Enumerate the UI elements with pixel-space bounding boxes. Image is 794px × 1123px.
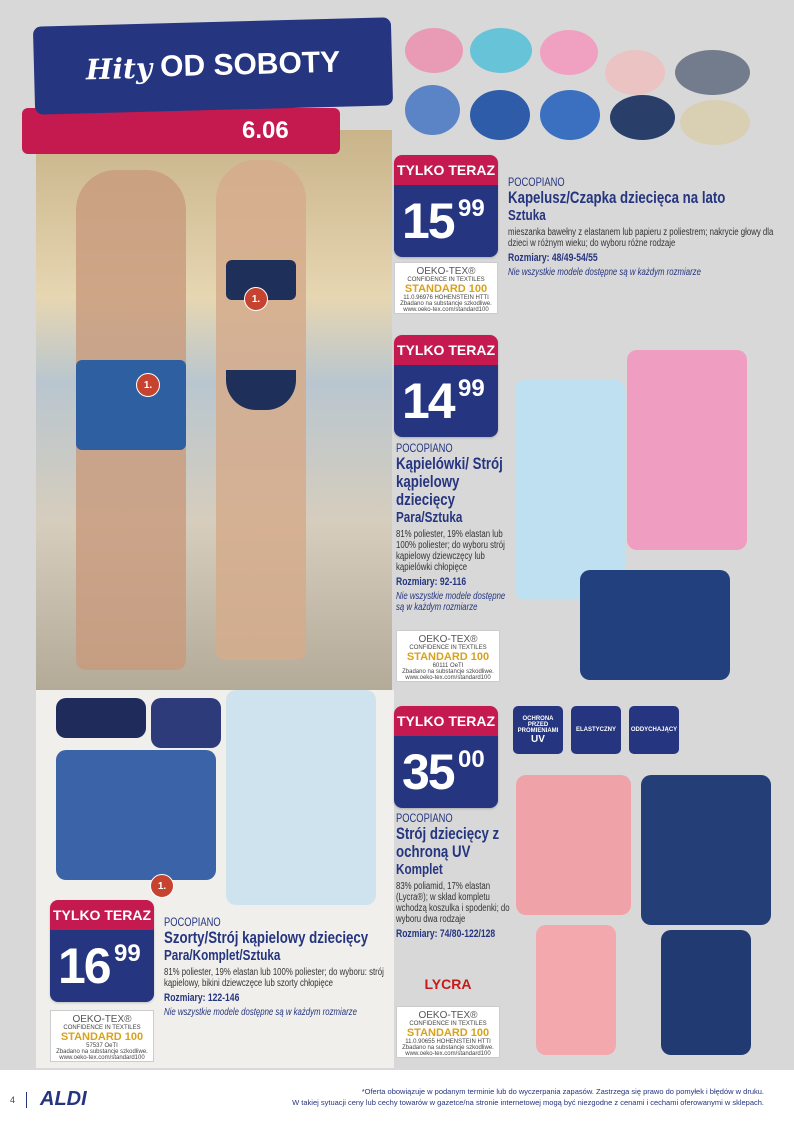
availability-note: Nie wszystkie modele dostępne są w każdym rozmiarze [396,591,506,613]
offer-swimwear-info [396,442,513,613]
oeko-line2: www.oeko-tex.com/standard100 [405,675,491,681]
oeko-standard: STANDARD 100 [60,1031,144,1043]
asterisk: * [487,372,494,389]
offer-shorts-info [164,916,390,1018]
oeko-sub: CONFIDENCE IN TEXTILES [63,1025,141,1031]
feature-text: ODDYCHAJĄCY [630,727,678,733]
availability-note: Nie wszystkie modele dostępne są w każdym rozmiarze [164,1007,357,1018]
oeko-code: 11.0.90655 HOHENSTEIN HTTI [405,1039,491,1045]
number-badge: 1. [150,874,174,898]
asterisk: * [143,936,150,953]
oeko-tex-label [396,630,500,682]
oeko-title: OEKO-TEX® [416,266,476,277]
oeko-title: OEKO-TEX® [418,634,478,645]
price-cents: 00 [458,746,485,773]
asterisk: * [487,742,494,759]
asterisk: * [487,192,494,209]
sizes: Rozmiary: 48/49-54/55 [508,252,598,264]
footer [0,1080,794,1123]
description: mieszanka bawełny z elastanem lub papieru z poliestrem; nakrycie głowy dla dzieci w różnym wieku; do wyboru różne rodzaje [508,227,774,249]
lycra-logo: LYCRA [424,976,472,992]
sizes: Rozmiary: 74/80-122/128 [396,928,496,940]
product-name: Kapelusz/Czapka dziecięca na lato [508,188,726,207]
offer-tag: TYLKO TERAZ [394,335,498,365]
oeko-tex-label [394,262,498,314]
disclaimer-line-1: *Oferta obowiązuje w podanym terminie lub do wyczerpania zapasów. Zastrzega się prawo do pomyłek i błędów w druku. [361,1087,764,1096]
price-cents: 99 [458,375,485,402]
offer-hats-info [508,176,785,278]
unit: Para/Komplet/Sztuka [164,947,281,964]
oeko-title: OEKO-TEX® [72,1014,132,1025]
price-main: 14 [402,373,454,429]
feature-uv: UV [531,733,545,745]
hats-image [405,20,790,155]
disclaimer-line-2: W takiej sytuacji ceny lub cechy towarów w gazetce/na stronie internetowej mogą być niezgodne z cenami i cechami oferowanymi w sklepach. [292,1098,764,1107]
oeko-sub: CONFIDENCE IN TEXTILES [409,645,487,651]
oeko-tex-label [50,1010,154,1062]
oeko-line2: www.oeko-tex.com/standard100 [59,1055,145,1061]
price-tag-swimwear [394,335,498,437]
brand: POCOPIANO [164,915,221,929]
number-badge: 1. [244,287,268,311]
unit: Komplet [396,861,443,878]
price-main: 35 [402,744,454,800]
oeko-tex-label [396,1006,500,1058]
aldi-logo: ALDI [40,1088,87,1110]
product-name: Strój dziecięcy z ochroną UV [396,824,500,861]
kids-beach-photo [36,130,392,690]
oeko-line1: Zbadano na substancje szkodliwe. [402,669,494,675]
oeko-line1: Zbadano na substancje szkodliwe. [402,1045,494,1051]
description: 83% poliamid, 17% elastan (Lycra®); w skład kompletu wchodzą koszulka i spodenki; do wyboru dwa rodzaje [396,881,510,925]
oeko-sub: CONFIDENCE IN TEXTILES [407,277,485,283]
price-tag-uv-set [394,706,498,808]
oeko-standard: STANDARD 100 [406,1027,490,1039]
title-script: Hity [85,51,153,86]
offer-uv-set-info [396,812,513,941]
feature-text: OCHRONA PRZED PROMIENIAMI [517,715,559,734]
availability-note: Nie wszystkie modele dostępne są w każdym rozmiarze [508,267,701,278]
oeko-standard: STANDARD 100 [406,651,490,663]
feature-breathable [629,706,679,754]
price-tag-shorts [50,900,154,1002]
product-name: Kąpielówki/ Strój kąpielowy dziecięcy [396,454,503,509]
price-cents: 99 [114,940,141,967]
oeko-code: 11.0.96976 HOHENSTEIN HTTI [403,295,489,301]
brand: POCOPIANO [508,175,565,189]
product-name: Szorty/Strój kąpielowy dziecięcy [164,928,369,947]
offer-tag: TYLKO TERAZ [394,706,498,736]
oeko-code: 60111 OeTI [432,663,464,669]
brand: POCOPIANO [396,811,453,825]
feature-uv-protection [513,706,563,754]
brand: POCOPIANO [396,441,453,455]
price-main: 15 [402,193,454,249]
oeko-line2: www.oeko-tex.com/standard100 [405,1051,491,1057]
sizes: Rozmiary: 122-146 [164,992,240,1004]
description: 81% poliester, 19% elastan lub 100% poliester; do wyboru strój kąpielowy dziewczęcy lub kąpielówki chłopięce [396,529,505,573]
date: 6.06 [242,117,289,144]
unit: Para/Sztuka [396,509,463,526]
date-banner [22,108,340,154]
title: OD SOBOTY [159,45,341,84]
oeko-line1: Zbadano na substancje szkodliwe. [400,301,492,307]
sizes: Rozmiary: 92-116 [396,576,467,588]
feature-text: ELASTYCZNY [575,727,616,733]
oeko-sub: CONFIDENCE IN TEXTILES [409,1021,487,1027]
price-main: 16 [58,938,110,994]
feature-elastic [571,706,621,754]
number-badge: 1. [136,373,160,397]
price-tag-hats [394,155,498,257]
title-banner [33,17,393,114]
unit: Sztuka [508,207,546,224]
swimwear-image [515,340,790,690]
oeko-line2: www.oeko-tex.com/standard100 [403,307,489,313]
page-number: 4 [10,1095,16,1105]
description: 81% poliester, 19% elastan lub 100% poliester; do wyboru: strój kąpielowy, bikini dziewczęce lub szorty chłopięce [164,967,384,989]
uv-set-image [516,770,790,1065]
divider [26,1092,27,1108]
oeko-standard: STANDARD 100 [404,283,488,295]
offer-tag: TYLKO TERAZ [50,900,154,930]
oeko-code: 57537 OeTI [86,1043,118,1049]
oeko-title: OEKO-TEX® [418,1010,478,1021]
oeko-line1: Zbadano na substancje szkodliwe. [56,1049,148,1055]
price-cents: 99 [458,195,485,222]
offer-tag: TYLKO TERAZ [394,155,498,185]
